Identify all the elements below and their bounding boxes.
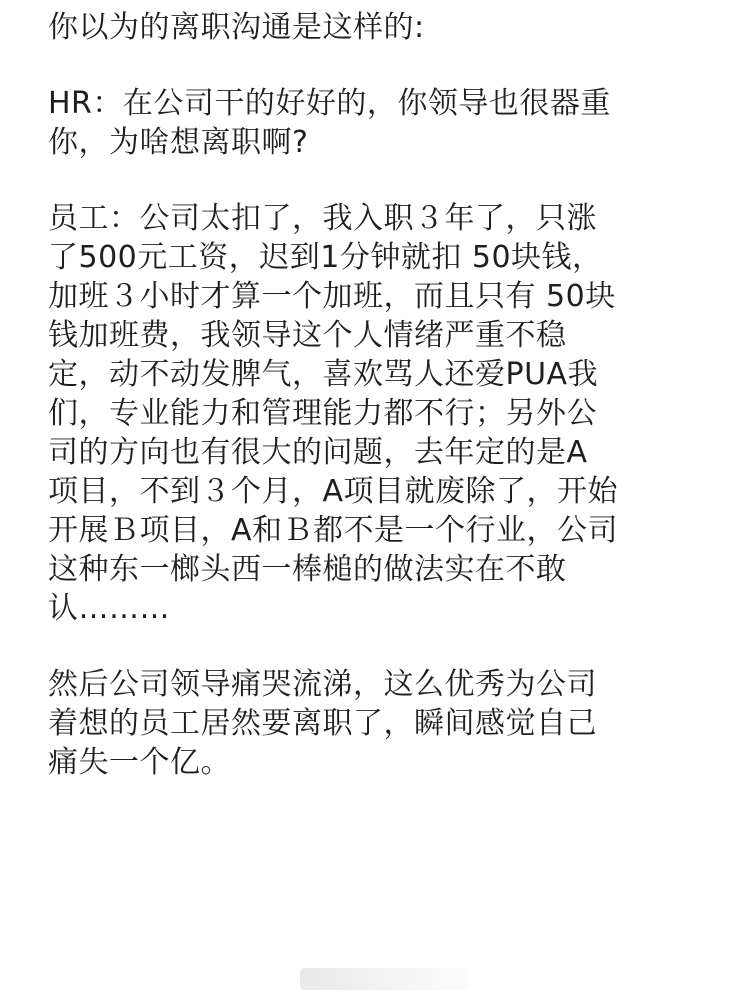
watermark	[300, 968, 470, 990]
post-paragraph-hr-question: HR：在公司干的好好的，你领导也很器重 你，为啥想离职啊?	[48, 86, 611, 160]
post-paragraph-intro: 你以为的离职沟通是这样的:	[48, 10, 425, 45]
post-paragraph-conclusion: 然后公司领导痛哭流涕，这么优秀为公司 着想的员工居然要离职了，瞬间感觉自己 痛失一个亿。	[48, 667, 597, 780]
post-body	[48, 8, 708, 782]
post-paragraph-employee-answer: 员工：公司太扣了，我入职３年了，只涨 了500元工资，迟到1分钟就扣 50块钱， 加班３小时才算一个加班，而且只有 50块 钱加班费，我领导这个人情绪严重不稳 定，动不动发脾气，喜欢骂人还爱PUA我 们，专业能力和管理能力都不行；另外公 司的方向也有很大的问题，去年定的是A 项目，不到３个月，A项目就废除了，开始 开展Ｂ项目，A和Ｂ都不是一个行业，公司 这种东一榔头西一棒槌的做法实在不敢 认………	[48, 201, 619, 626]
